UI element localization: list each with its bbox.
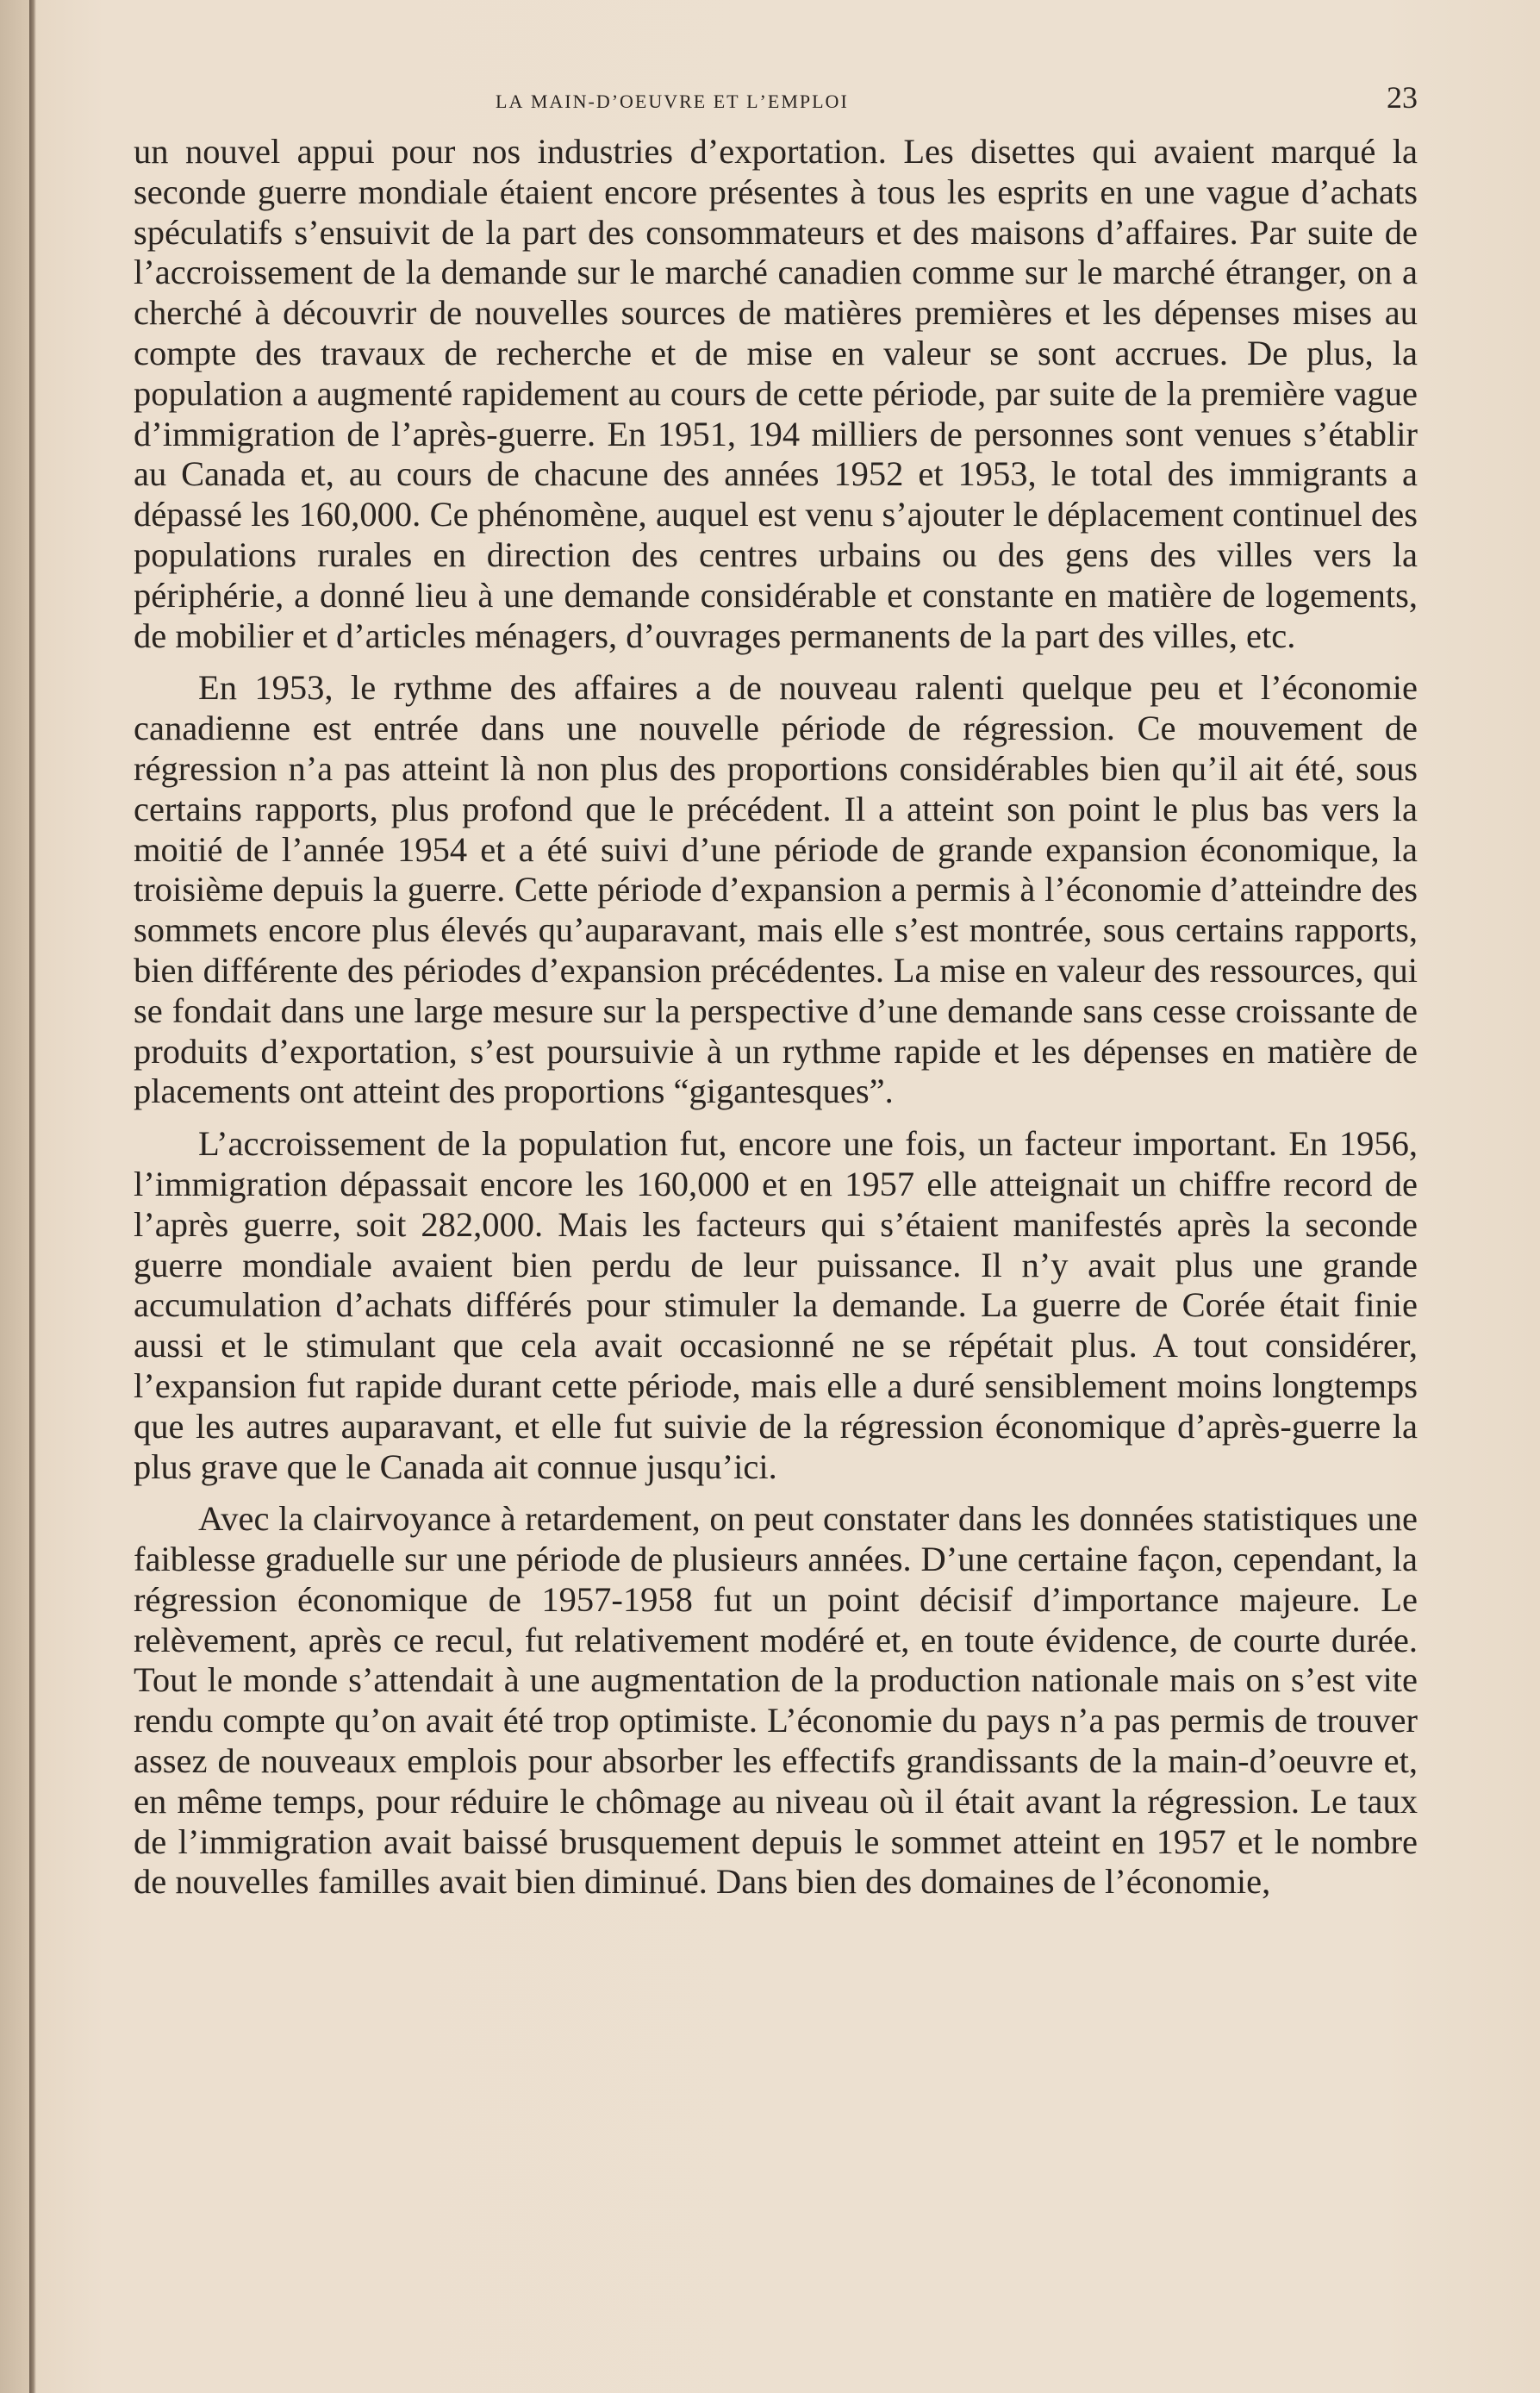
paragraph-3: L’accroissement de la population fut, encore une fois, un facteur important. En 1956, l’immigration dépassait encore les 160,000 et en 1957 elle atteignait un chiffre record de l’après guerre, soit 282,000. Mais les facteurs qui s’étaient manifestés après la seconde guerre mondiale avaient bien perdu de leur puissance. Il n’y avait plus une grande accumulation d’achats différés pour stimuler la demande. La guerre de Corée était finie aussi et le stimulant que cela avait occasionné ne se répétait plus. A tout considérer, l’expansion fut rapide durant cette période, mais elle a duré sensiblement moins longtemps que les autres auparavant, et elle fut suivie de la régression économique d’après-guerre la plus grave que le Canada ait connue jusqu’ici.	[134, 1124, 1418, 1486]
paragraph-2: En 1953, le rythme des affaires a de nouveau ralenti quelque peu et l’économie canadienne est entrée dans une nouvelle période de régression. Ce mouvement de régression n’a pas atteint là non plus des proportions considérables bien qu’il ait été, sous certains rapports, plus profond que le précédent. Il a atteint son point le plus bas vers la moitié de l’année 1954 et a été suivi d’une période de grande expansion économique, la troisième depuis la guerre. Cette période d’expansion a permis à l’économie d’atteindre des sommets encore plus élevés qu’auparavant, mais elle s’est montrée, sous certains rapports, bien différente des périodes d’expansion précédentes. La mise en valeur des ressources, qui se fondait dans une large mesure sur la perspective d’une demande sans cesse croissante de produits d’exportation, s’est poursuivie à un rythme rapide et les dépenses en matière de placements ont atteint des proportions “gigantesques”.	[134, 668, 1418, 1111]
paragraph-1: un nouvel appui pour nos industries d’exportation. Les disettes qui avaient marqué la seconde guerre mondiale étaient encore présentes à tous les esprits en une vague d’achats spéculatifs s’ensuivit de la part des consommateurs et des maisons d’affaires. Par suite de l’accroissement de la demande sur le marché canadien comme sur le marché étranger, on a cherché à découvrir de nouvelles sources de matières premières et les dépenses mises au compte des travaux de recherche et de mise en valeur se sont accrues. De plus, la population a augmenté rapidement au cours de cette période, par suite de la première vague d’immigration de l’après-guerre. En 1951, 194 milliers de personnes sont venues s’établir au Canada et, au cours de chacune des années 1952 et 1953, le total des immigrants a dépassé les 160,000. Ce phénomène, auquel est venu s’ajouter le déplacement continuel des populations rurales en direction des centres urbains ou des gens des villes vers la périphérie, a donné lieu à une demande considérable et constante en matière de logements, de mobilier et d’articles ménagers, d’ouvrages permanents de la part des villes, etc.	[134, 132, 1418, 655]
paragraph-4: Avec la clairvoyance à retardement, on peut constater dans les données statistiques une faiblesse graduelle sur une période de plusieurs années. D’une certaine façon, cependant, la régression économique de 1957-1958 fut un point décisif d’importance majeure. Le relèvement, après ce recul, fut relativement modéré et, en toute évidence, de courte durée. Tout le monde s’attendait à une augmentation de la production nationale mais on s’est vite rendu compte qu’on avait été trop optimiste. L’économie du pays n’a pas permis de trouver assez de nouveaux emplois pour absorber les effectifs grandissants de la main-d’oeuvre et, en même temps, pour réduire le chômage au niveau où il était avant la régression. Le taux de l’immigration avait baissé brusquement depuis le sommet atteint en 1957 et le nombre de nouvelles familles avait bien diminué. Dans bien des domaines de l’économie,	[134, 1499, 1418, 1902]
page-number: 23	[1387, 80, 1418, 115]
binding-edge	[29, 0, 36, 2393]
binding-shadow	[0, 0, 29, 2393]
running-head	[129, 79, 1418, 122]
running-title: la main-d’oeuvre et l’emploi	[496, 83, 849, 114]
body-text	[134, 132, 1418, 1903]
